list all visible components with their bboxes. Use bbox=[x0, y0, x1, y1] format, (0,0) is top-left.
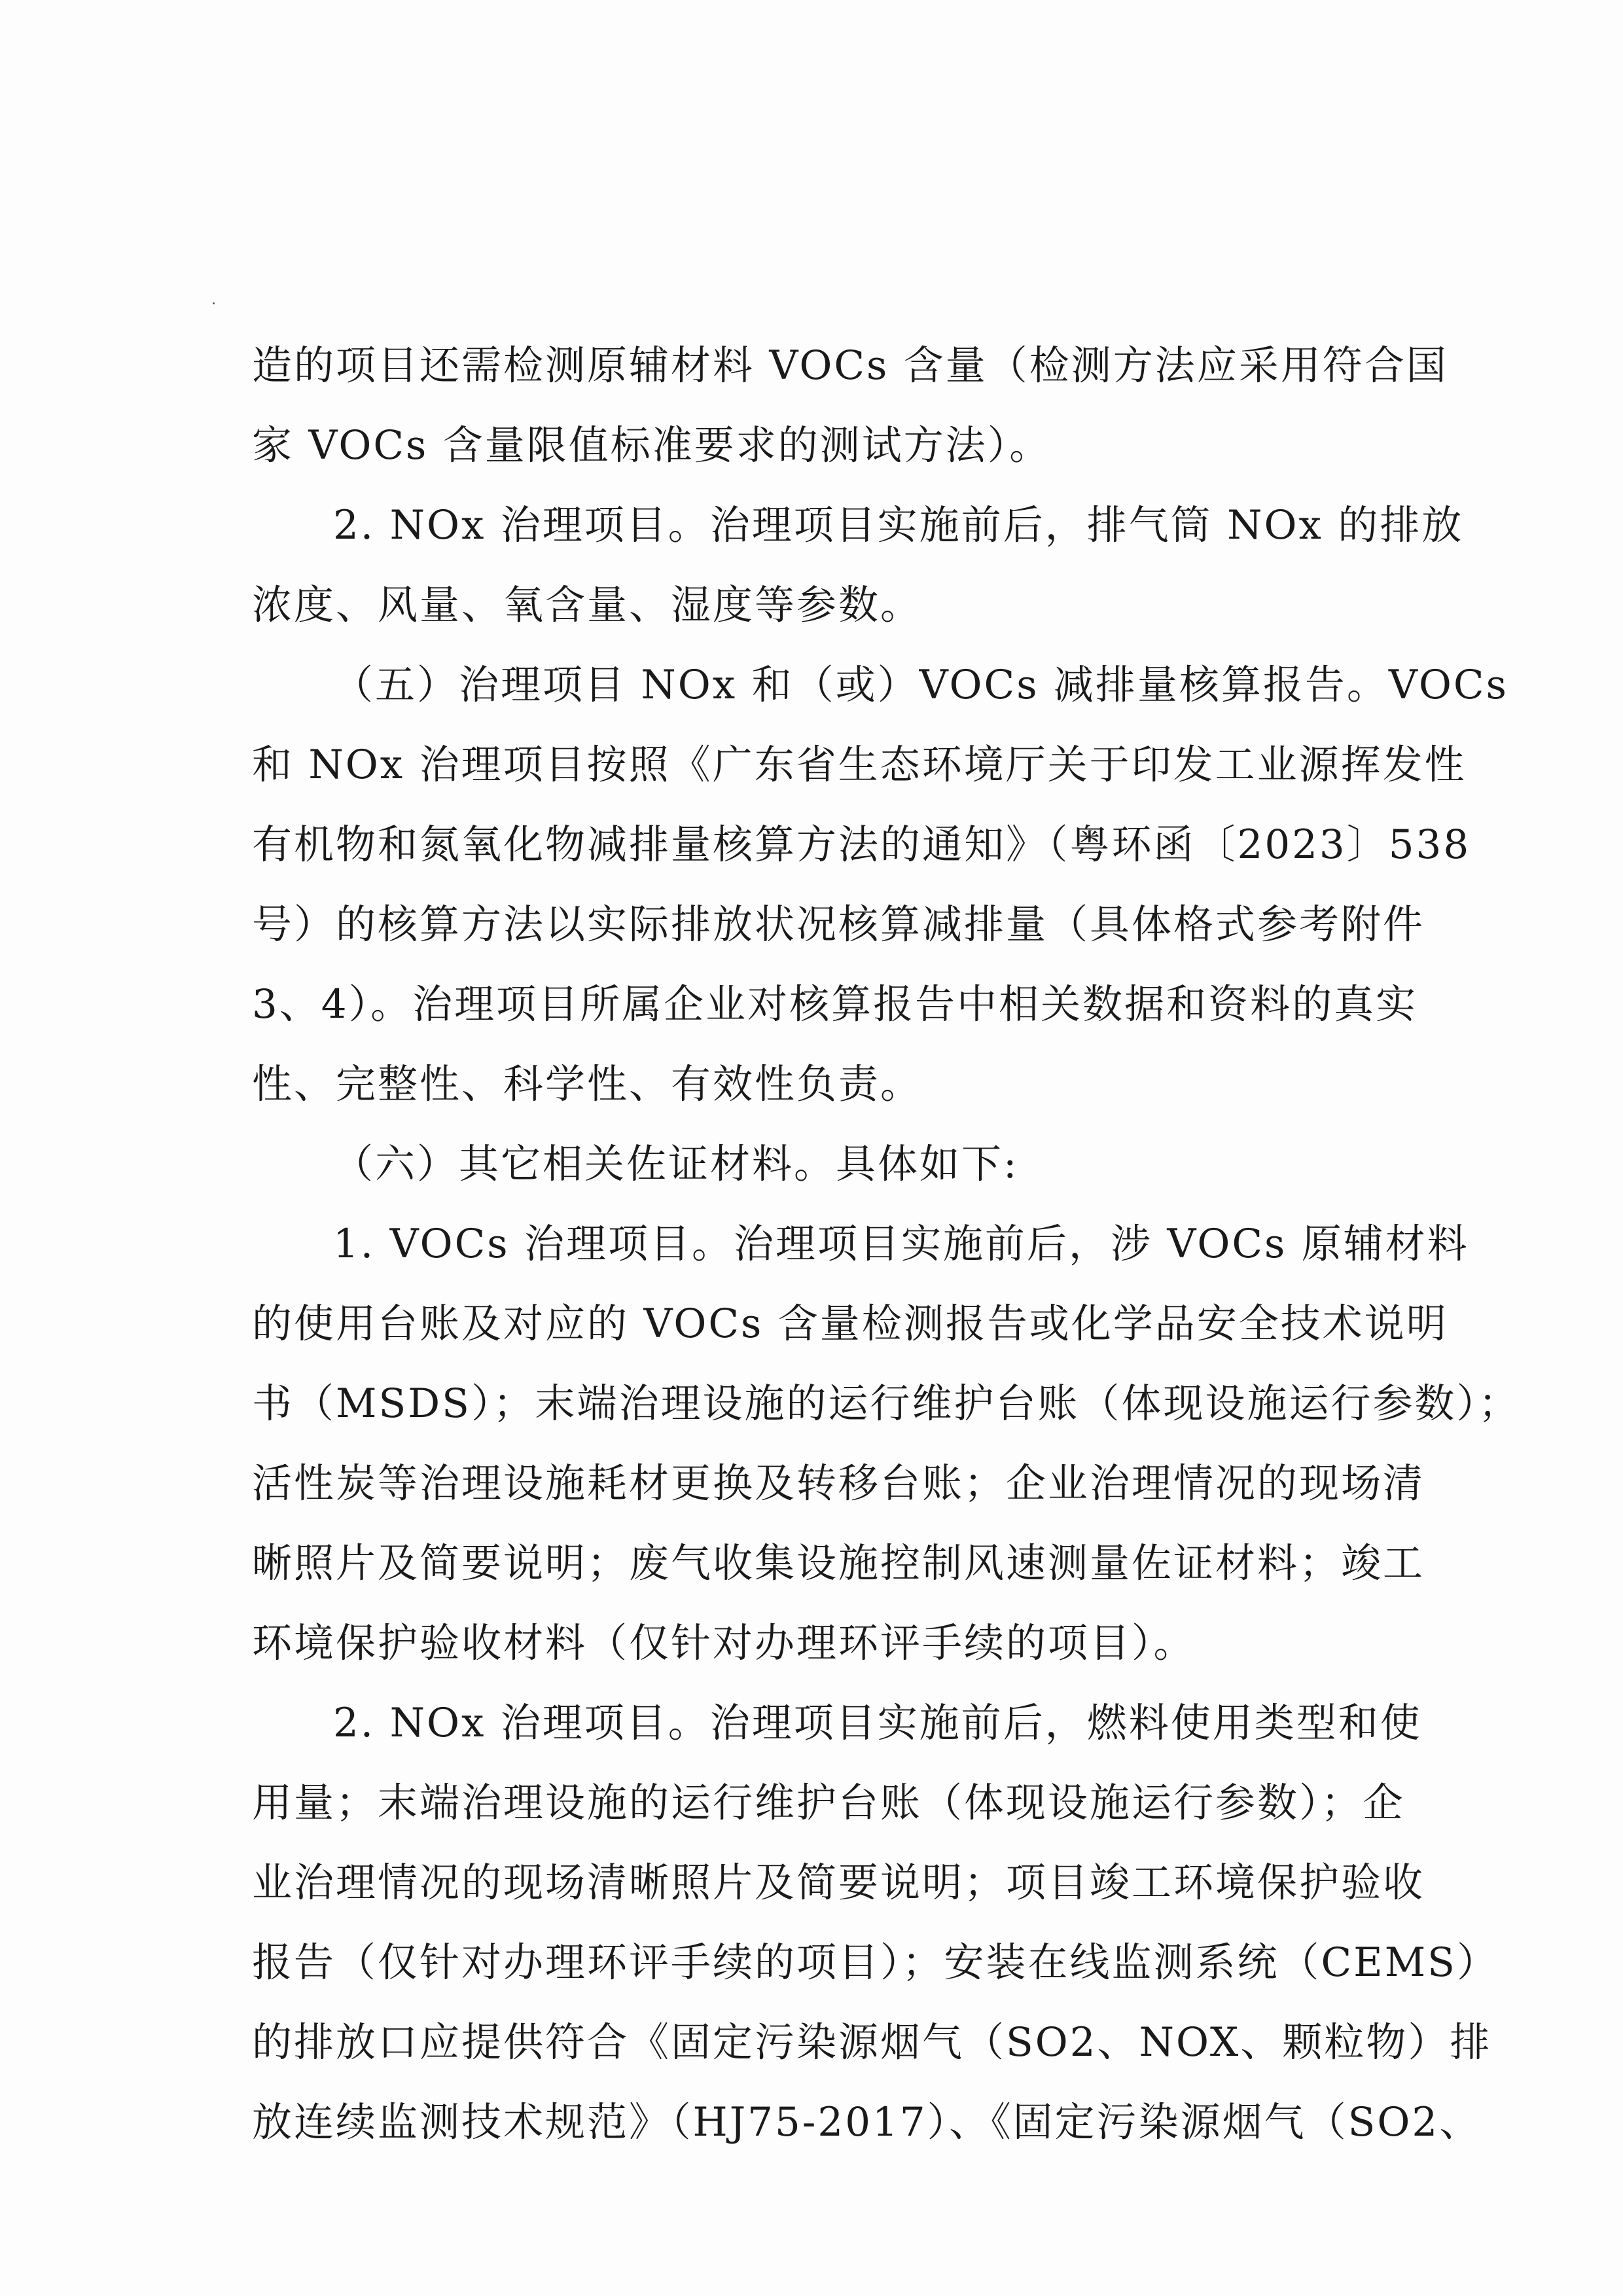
text-line: 性、完整性、科学性、有效性负责。 bbox=[252, 1061, 923, 1107]
scan-dot bbox=[213, 302, 215, 304]
text-line: 2. NOx 治理项目。治理项目实施前后，燃料使用类型和使 bbox=[333, 1700, 1422, 1746]
text-line: 书（MSDS）；末端治理设施的运行维护台账（体现设施运行参数）； bbox=[252, 1380, 1520, 1427]
text-line: 3、4）。治理项目所属企业对核算报告中相关数据和资料的真实 bbox=[252, 981, 1418, 1028]
text-line: 1. VOCs 治理项目。治理项目实施前后，涉 VOCs 原辅材料 bbox=[333, 1221, 1469, 1267]
text-line: 活性炭等治理设施耗材更换及转移台账；企业治理情况的现场清 bbox=[252, 1460, 1425, 1507]
text-line: 的排放口应提供符合《固定污染源烟气（SO2、NOX、颗粒物）排 bbox=[252, 2019, 1492, 2066]
text-line: （六）其它相关佐证材料。具体如下: bbox=[333, 1141, 1019, 1187]
text-line: 和 NOx 治理项目按照《广东省生态环境厅关于印发工业源挥发性 bbox=[252, 742, 1467, 788]
text-line: 浓度、风量、氧含量、湿度等参数。 bbox=[252, 582, 923, 628]
text-line: 放连续监测技术规范》（HJ75-2017）、《固定污染源烟气（SO2、 bbox=[252, 2099, 1482, 2145]
text-line: 号）的核算方法以实际排放状况核算减排量（具体格式参考附件 bbox=[252, 901, 1425, 948]
text-line: 造的项目还需检测原辅材料 VOCs 含量（检测方法应采用符合国 bbox=[252, 342, 1448, 389]
text-line: 报告（仅针对办理环评手续的项目）；安装在线监测系统（CEMS） bbox=[252, 1939, 1499, 1986]
text-line: 用量；末端治理设施的运行维护台账（体现设施运行参数）；企 bbox=[252, 1780, 1405, 1826]
text-line: 的使用台账及对应的 VOCs 含量检测报告或化学品安全技术说明 bbox=[252, 1300, 1448, 1347]
text-line: （五）治理项目 NOx 和（或）VOCs 减排量核算报告。VOCs bbox=[333, 662, 1508, 708]
body-text bbox=[252, 326, 1520, 2162]
text-line: 家 VOCs 含量限值标准要求的测试方法）。 bbox=[252, 422, 1052, 469]
text-line: 环境保护验收材料（仅针对办理环评手续的项目）。 bbox=[252, 1620, 1196, 1666]
text-line: 2. NOx 治理项目。治理项目实施前后，排气筒 NOx 的排放 bbox=[333, 502, 1464, 548]
text-line: 业治理情况的现场清晰照片及简要说明；项目竣工环境保护验收 bbox=[252, 1859, 1425, 1906]
text-line: 有机物和氮氧化物减排量核算方法的通知》（粤环函〔2023〕538 bbox=[252, 821, 1471, 868]
text-line: 晰照片及简要说明；废气收集设施控制风速测量佐证材料；竣工 bbox=[252, 1540, 1425, 1587]
